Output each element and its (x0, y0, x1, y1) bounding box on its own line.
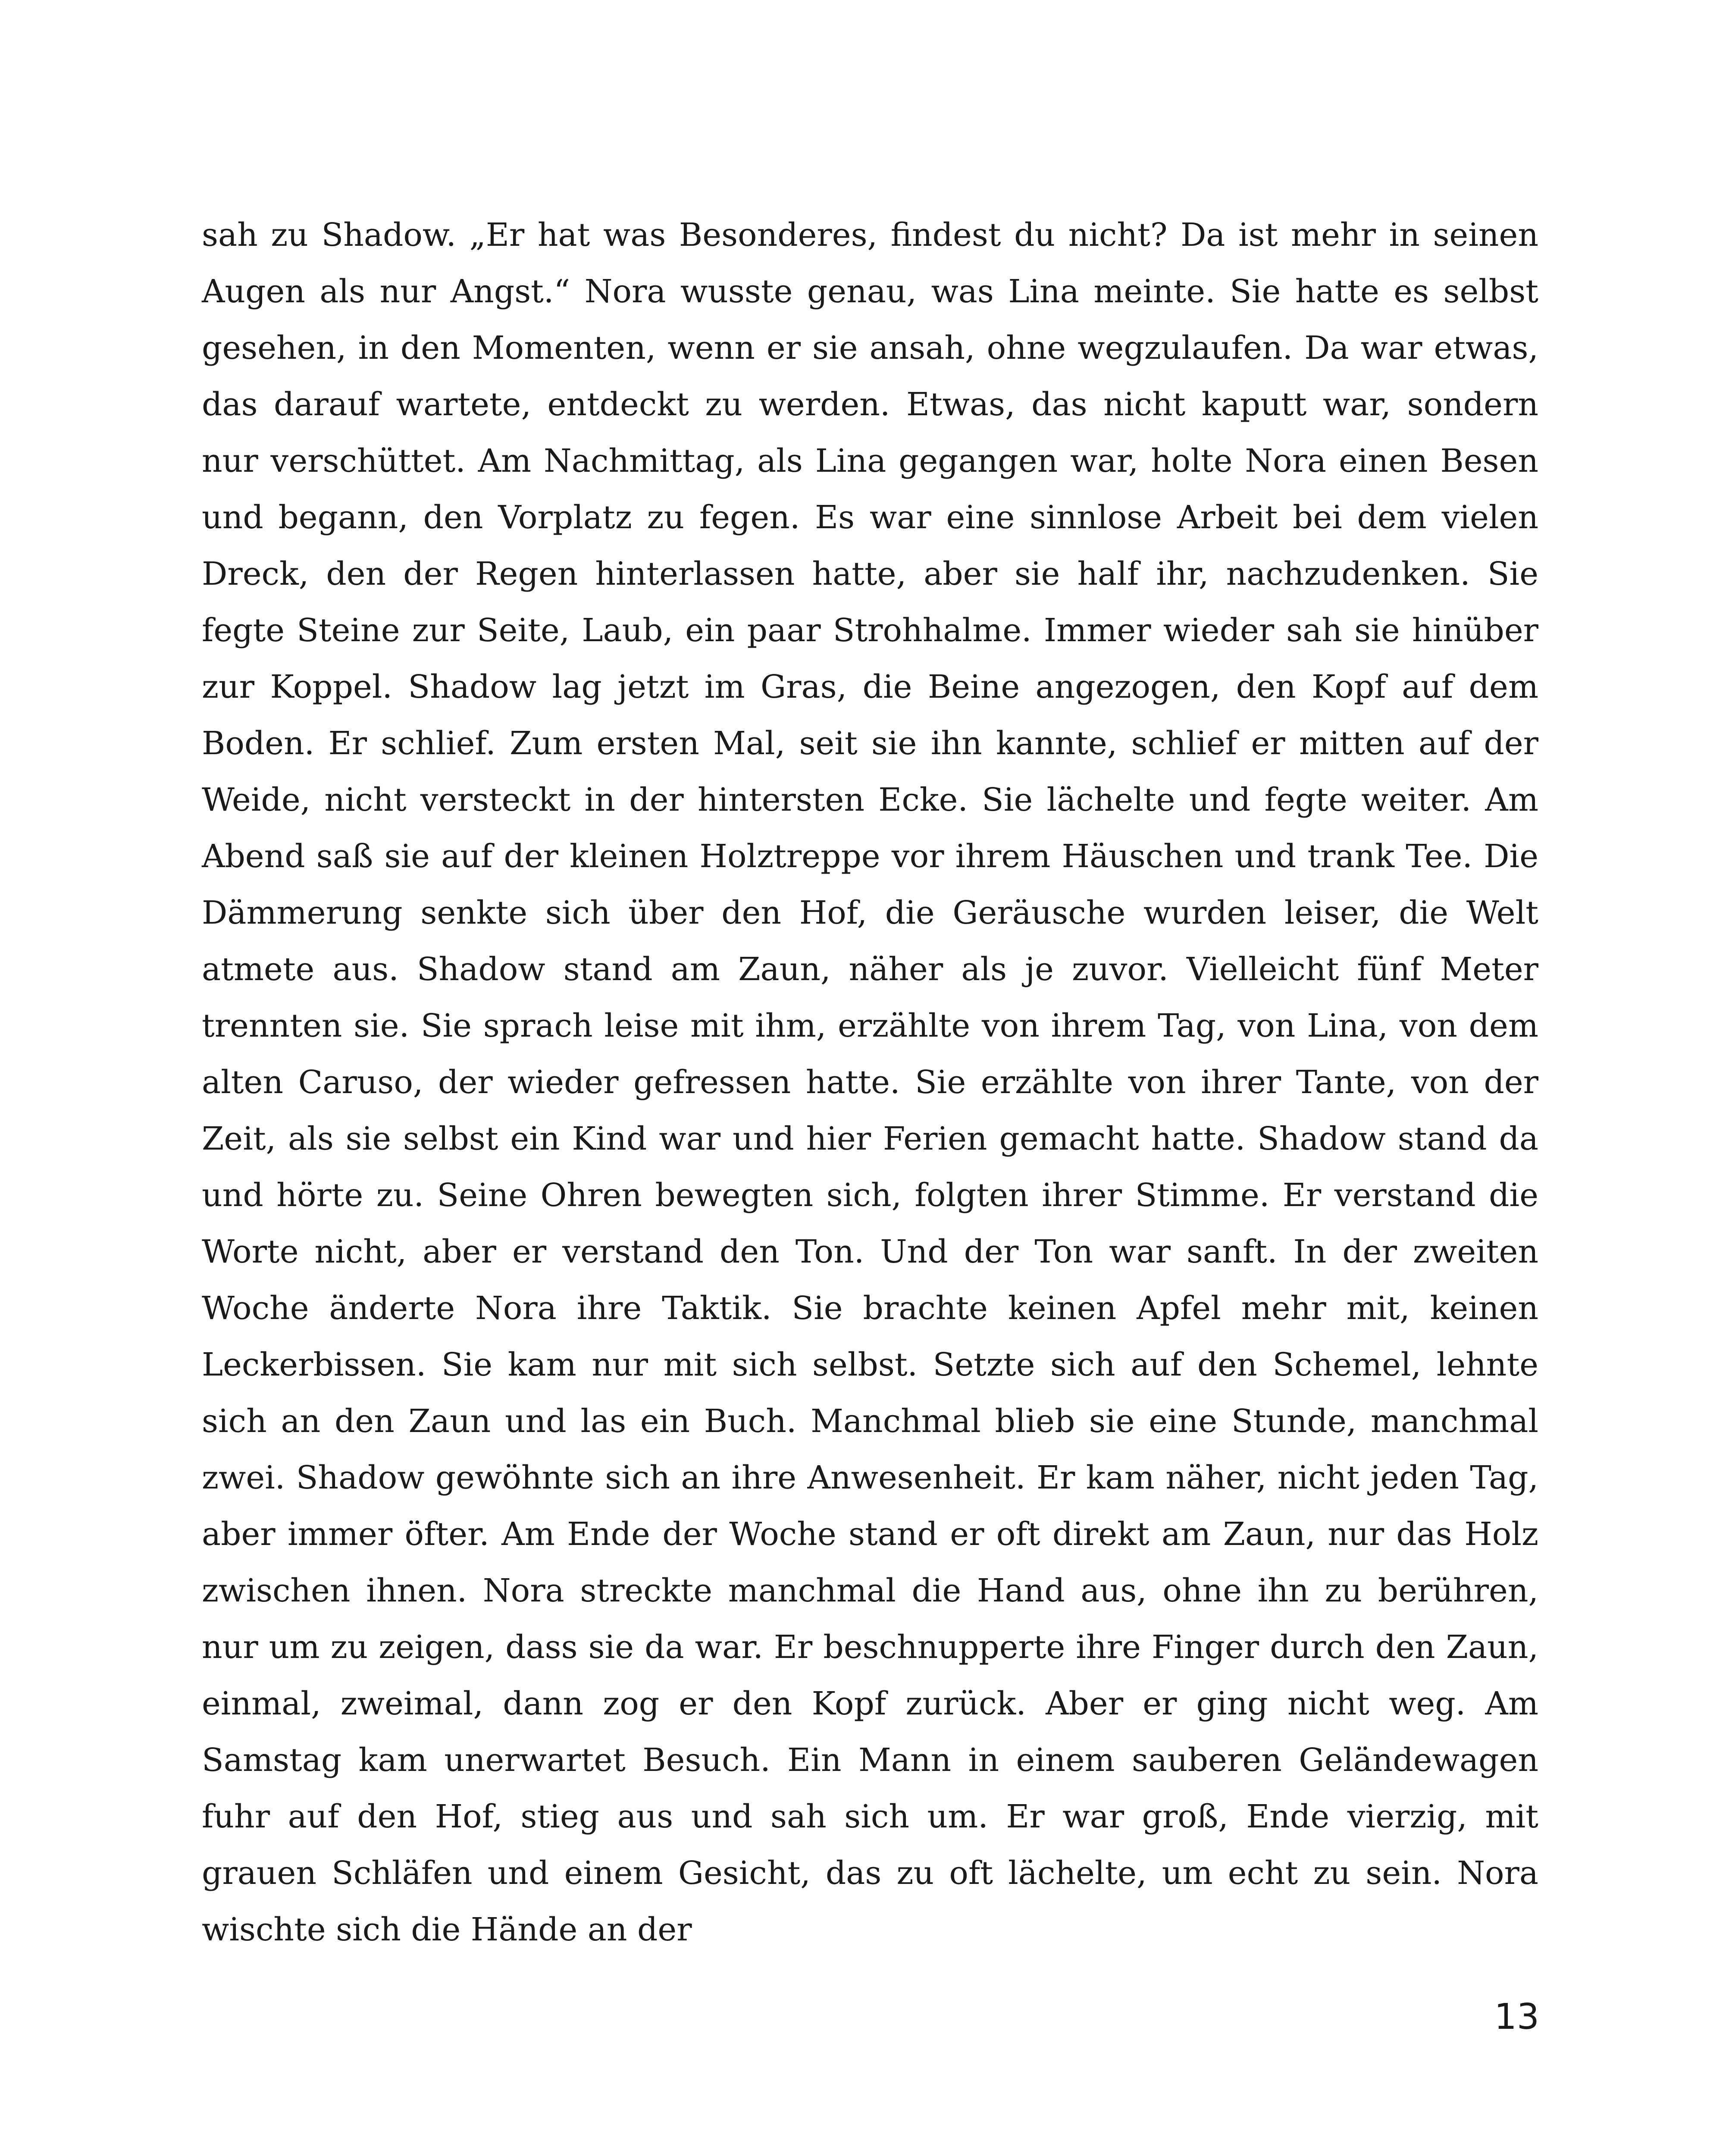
body-paragraph: sah zu Shadow. „Er hat was Besonderes, findest du nicht? Da ist mehr in seinen Augen als nur Angst.“ Nora wusste genau, was Lina meinte. Sie hatte es selbst gesehen, in den Momenten, wenn er sie ansah, ohne wegzulaufen. Da war etwas, das darauf wartete, entdeckt zu werden. Etwas, das nicht kaputt war, sondern nur verschüttet. Am Nachmittag, als Lina gegangen war, holte Nora einen Besen und begann, den Vorplatz zu fegen. Es war eine sinnlose Arbeit bei dem vielen Dreck, den der Regen hinterlassen hatte, aber sie half ihr, nachzudenken. Sie fegte Steine zur Seite, Laub, ein paar Strohhalme. Immer wieder sah sie hinüber zur Koppel. Shadow lag jetzt im Gras, die Beine angezogen, den Kopf auf dem Boden. Er schlief. Zum ersten Mal, seit sie ihn kannte, schlief er mitten auf der Weide, nicht versteckt in der hintersten Ecke. Sie lächelte und fegte weiter. Am Abend saß sie auf der kleinen Holztreppe vor ihrem Häuschen und trank Tee. Die Dämmerung senkte sich über den Hof, die Geräusche wurden leiser, die Welt atmete aus. Shadow stand am Zaun, näher als je zuvor. Vielleicht fünf Meter trennten sie. Sie sprach leise mit ihm, erzählte von ihrem Tag, von Lina, von dem alten Caruso, der wieder gefressen hatte. Sie erzählte von ihrer Tante, von der Zeit, als sie selbst ein Kind war und hier Ferien gemacht hatte. Shadow stand da und hörte zu. Seine Ohren bewegten sich, folgten ihrer Stimme. Er verstand die Worte nicht, aber er verstand den Ton. Und der Ton war sanft. In der zweiten Woche änderte Nora ihre Taktik. Sie brachte keinen Apfel mehr mit, keinen Leckerbissen. Sie kam nur mit sich selbst. Setzte sich auf den Schemel, lehnte sich an den Zaun und las ein Buch. Manchmal blieb sie eine Stunde, manchmal zwei. Shadow gewöhnte sich an ihre Anwesenheit. Er kam näher, nicht jeden Tag, aber immer öfter. Am Ende der Woche stand er oft direkt am Zaun, nur das Holz zwischen ihnen. Nora streckte manchmal die Hand aus, ohne ihn zu berühren, nur um zu zeigen, dass sie da war. Er beschnupperte ihre Finger durch den Zaun, einmal, zweimal, dann zog er den Kopf zurück. Aber er ging nicht weg. Am Samstag kam unerwartet Besuch. Ein Mann in einem sauberen Geländewagen fuhr auf den Hof, stieg aus und sah sich um. Er war groß, Ende vierzig, mit grauen Schläfen und einem Gesicht, das zu oft lächelte, um echt zu sein. Nora wischte sich die Hände an der (202, 216, 1538, 1948)
page-number: 13 (1494, 1996, 1539, 2037)
